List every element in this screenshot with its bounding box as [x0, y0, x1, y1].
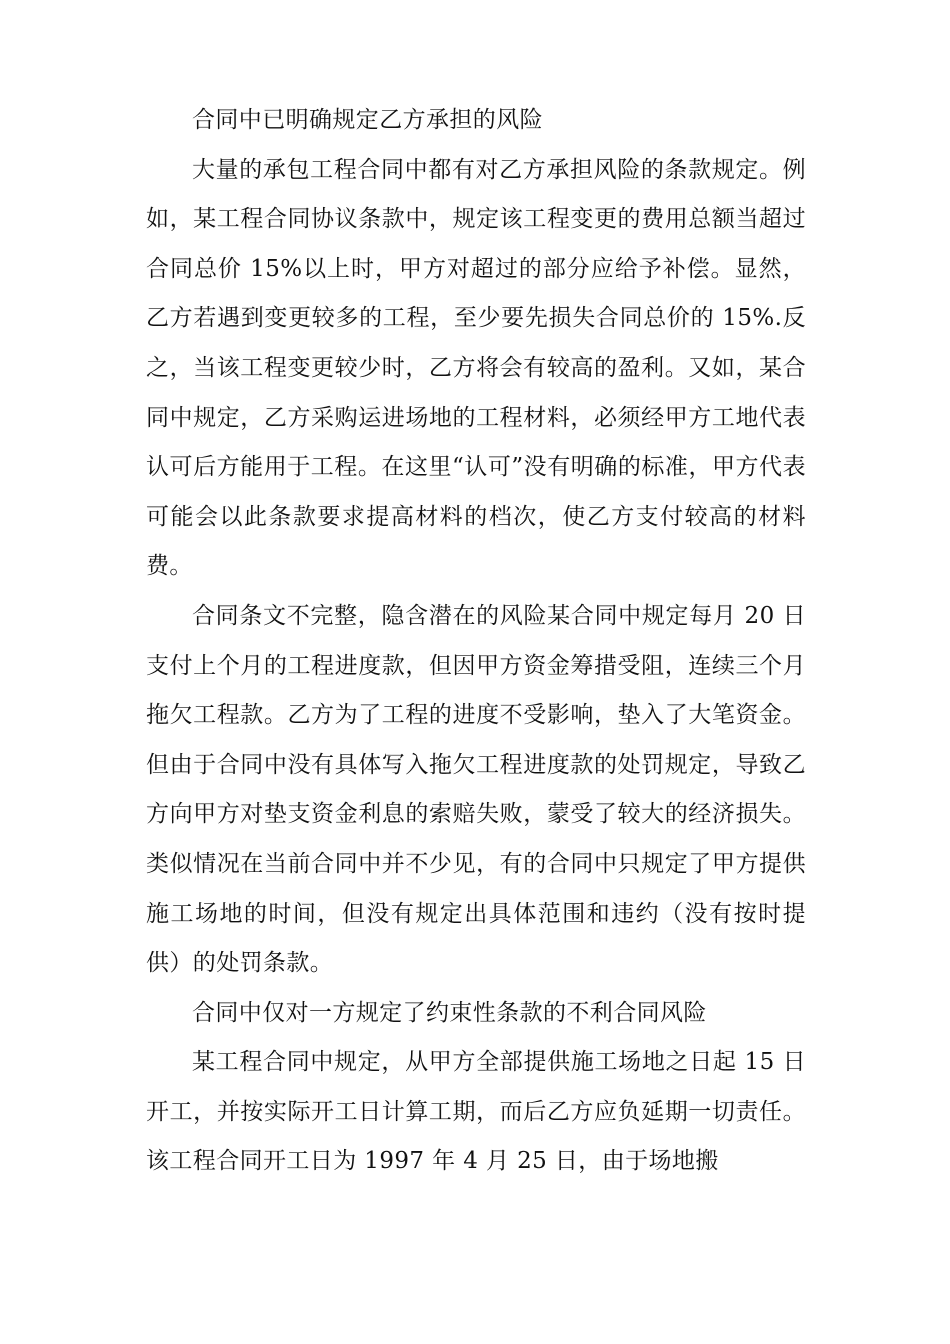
paragraph-explicit-risk: 大量的承包工程合同中都有对乙方承担风险的条款规定。例如，某工程合同协议条款中，规定该工程变更的费用总额当超过合同总价 15%以上时，甲方对超过的部分应给予补偿。显然，乙方若遇到变更较多的工程，至少要先损失合同总价的 15%.反之，当该工程变更较少时，乙方将会有较高的盈利。又如，某合同中规定，乙方采购运进场地的工程材料，必须经甲方工地代表认可后方能用于工程。在这里“认可”没有明确的标准，甲方代表可能会以此条款要求提高材料的档次，使乙方支付较高的材料费。: [146, 156, 806, 580]
paragraph-incomplete-terms: 合同条文不完整，隐含潜在的风险某合同中规定每月 20 日支付上个月的工程进度款，但因甲方资金筹措受阻，连续三个月拖欠工程款。乙方为了工程的进度不受影响，垫入了大笔资金。但由于合同中没有具体写入拖欠工程进度款的处罚规定，导致乙方向甲方对垫支资金利息的索赔失败，蒙受了较大的经济损失。类似情况在当前合同中并不少见，有的合同中只规定了甲方提供施工场地的时间，但没有规定出具体范围和违约（没有按时提供）的处罚条款。: [146, 602, 806, 977]
section-heading-explicit-risk: 合同中已明确规定乙方承担的风险: [192, 107, 543, 133]
document-page: [146, 96, 806, 1187]
section-heading-one-sided-terms: 合同中仅对一方规定了约束性条款的不利合同风险: [192, 999, 707, 1026]
paragraph-one-sided-terms: 某工程合同中规定，从甲方全部提供施工场地之日起 15 日开工，并按实际开工日计算工期，而后乙方应负延期一切责任。该工程合同开工日为 1997 年 4 月 25 日，由于场地搬: [146, 1049, 806, 1175]
